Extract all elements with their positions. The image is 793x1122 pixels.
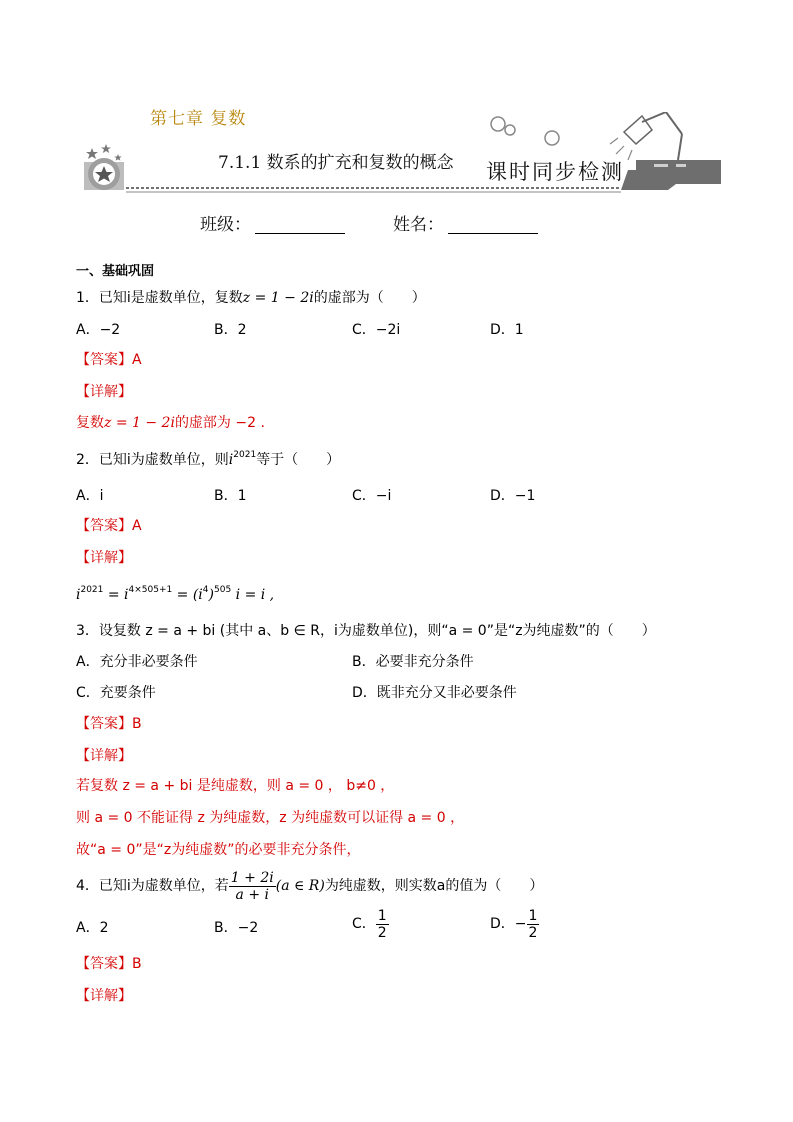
- q1-option-b: B．2: [214, 322, 247, 338]
- q1-detail-label: 【详解】: [76, 384, 132, 400]
- q1-solution: 复数z = 1 − 2i的虚部为 −2 .: [76, 415, 265, 431]
- class-field: [200, 210, 345, 235]
- q1-answer: 【答案】A: [76, 352, 142, 368]
- q4-answer: 【答案】B: [76, 956, 142, 972]
- q1-option-a: A．−2: [76, 322, 121, 338]
- q1-option-c: C．−2i: [352, 322, 401, 338]
- q2-detail-label: 【详解】: [76, 550, 132, 566]
- q4-option-d: D．− $\frac{1}{2}$: [490, 907, 538, 941]
- name-label: 姓名：: [393, 215, 444, 235]
- q2-answer: 【答案】A: [76, 518, 142, 534]
- q3-option-d: D．既非充分又非必要条件: [352, 685, 517, 701]
- q1-option-d: D．1: [490, 322, 524, 338]
- question-1: 1．已知i是虚数单位，复数z = 1 − 2i的虚部为（ ）: [76, 290, 426, 306]
- q3-option-a: A．充分非必要条件: [76, 654, 198, 670]
- name-field: [393, 210, 538, 235]
- q3-solution-line-3: 故“a = 0”是“z为纯虚数”的必要非充分条件，: [76, 842, 361, 858]
- name-blank: [448, 233, 538, 234]
- q2-option-c: C．−i: [352, 488, 392, 504]
- q3-solution-line-1: 若复数 z = a + bi 是纯虚数，则 a = 0 ， b≠0 ，: [76, 778, 395, 794]
- class-label: 班级：: [200, 215, 251, 235]
- chapter-title: 第七章 复数: [150, 109, 247, 129]
- q4-option-c: C． $\frac{1}{2}$: [352, 907, 387, 941]
- q3-detail-label: 【详解】: [76, 748, 132, 764]
- q2-option-a: A．i: [76, 488, 104, 504]
- bubbles-icon: [491, 117, 559, 145]
- q4-option-a: A．2: [76, 920, 109, 936]
- section-title: 7.1.1 数系的扩充和复数的概念: [218, 153, 454, 173]
- q3-answer: 【答案】B: [76, 716, 142, 732]
- star-emblem-icon: [84, 144, 124, 190]
- page-badge: 课时同步检测: [486, 160, 624, 184]
- desk-lamp-icon: [610, 112, 682, 160]
- q2-option-b: B．1: [214, 488, 247, 504]
- q4-fraction: $\frac{1 + 2i}{a + i}$: [230, 869, 274, 903]
- q4-detail-label: 【详解】: [76, 988, 132, 1004]
- class-blank: [255, 233, 345, 234]
- question-2: 2．已知i为虚数单位，则$i^{2021}$等于（ ）: [76, 450, 341, 468]
- q2-solution: $i^{2021} = i^{4\times 505+1} = (i^4)^{505}$ i = i ,: [76, 585, 275, 603]
- q3-option-b: B．必要非充分条件: [352, 654, 474, 670]
- question-4: 4．已知i为虚数单位，若 $\frac{1 + 2i}{a + i}$ (a ∈ R)为纯虚数，则实数a的值为（ ）: [76, 869, 544, 903]
- q4-option-b: B．−2: [214, 920, 259, 936]
- q3-option-c: C．充要条件: [76, 685, 156, 701]
- q3-solution-line-2: 则 a = 0 不能证得 z 为纯虚数，z 为纯虚数可以证得 a = 0 ，: [76, 810, 465, 826]
- section-heading: 一、基础巩固: [76, 264, 155, 279]
- question-3: 3．设复数 z = a + bi (其中 a、b ∈ R，i为虚数单位)，则“a = 0”是“z为纯虚数”的（ ）: [76, 623, 656, 639]
- q2-option-d: D．−1: [490, 488, 536, 504]
